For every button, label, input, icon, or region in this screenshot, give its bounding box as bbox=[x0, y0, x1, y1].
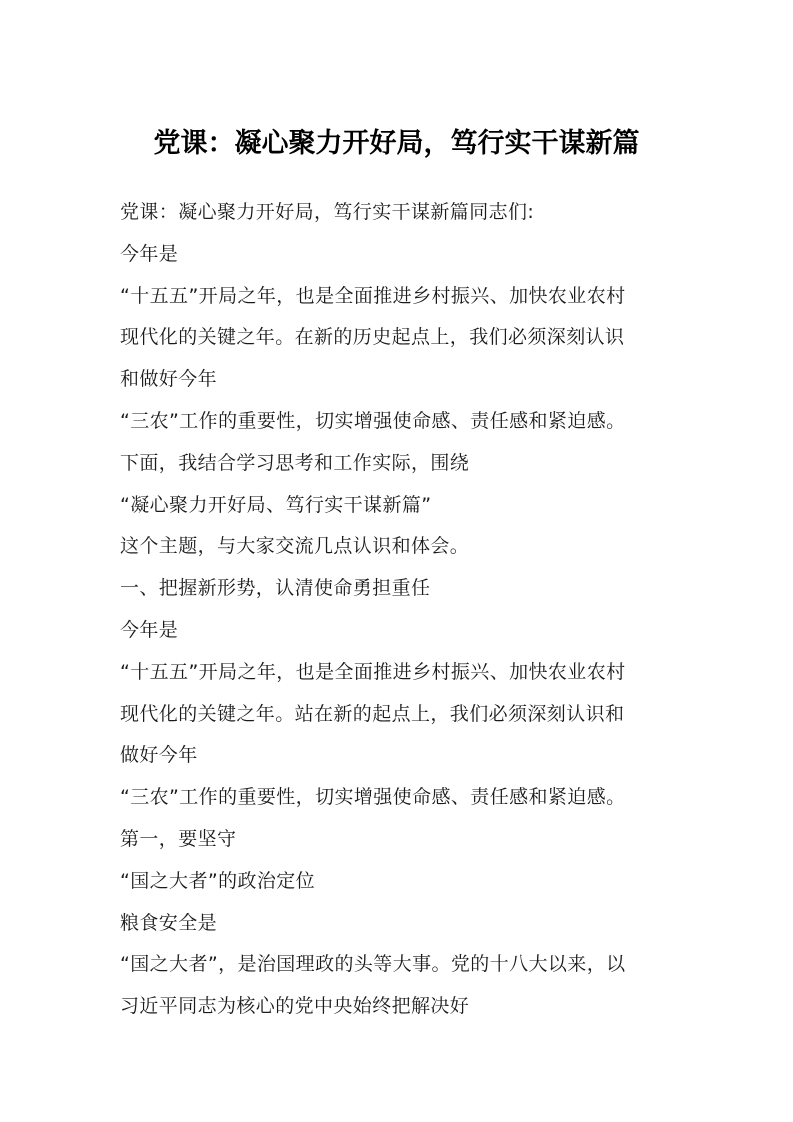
body-line: “国之大者”的政治定位 bbox=[120, 869, 316, 892]
document-body bbox=[120, 192, 680, 1028]
body-line: 粮食安全是 bbox=[120, 911, 218, 934]
body-line: 和做好今年 bbox=[120, 368, 218, 391]
body-line: “三农”工作的重要性，切实增强使命感、责任感和紧迫感。 bbox=[120, 786, 626, 809]
body-line: 今年是 bbox=[120, 242, 179, 265]
body-line: “十五五”开局之年，也是全面推进乡村振兴、加快农业农村 bbox=[120, 284, 626, 307]
body-line: “十五五”开局之年，也是全面推进乡村振兴、加快农业农村 bbox=[120, 660, 626, 683]
body-line: 做好今年 bbox=[120, 744, 198, 767]
body-line: 习近平同志为核心的党中央始终把解决好 bbox=[120, 995, 470, 1018]
document-title: 党课：凝心聚力开好局，笃行实干谋新篇 bbox=[153, 128, 640, 159]
section-heading: 一、把握新形势，认清使命勇担重任 bbox=[120, 577, 431, 600]
body-line: 党课：凝心聚力开好局，笃行实干谋新篇同志们: bbox=[120, 201, 535, 223]
body-line: 今年是 bbox=[120, 618, 179, 641]
body-line: “凝心聚力开好局、笃行实干谋新篇” bbox=[120, 493, 432, 516]
body-line: 现代化的关键之年。站在新的起点上，我们必须深刻认识和 bbox=[120, 702, 625, 725]
body-line: 这个主题，与大家交流几点认识和体会。 bbox=[120, 535, 470, 558]
body-line: “国之大者”，是治国理政的头等大事。党的十八大以来，以 bbox=[120, 953, 626, 976]
body-line: 第一，要坚守 bbox=[120, 827, 237, 850]
body-line: “三农”工作的重要性，切实增强使命感、责任感和紧迫感。 bbox=[120, 409, 626, 432]
body-line: 下面，我结合学习思考和工作实际，围绕 bbox=[120, 451, 470, 474]
body-line: 现代化的关键之年。在新的历史起点上，我们必须深刻认识 bbox=[120, 326, 625, 349]
